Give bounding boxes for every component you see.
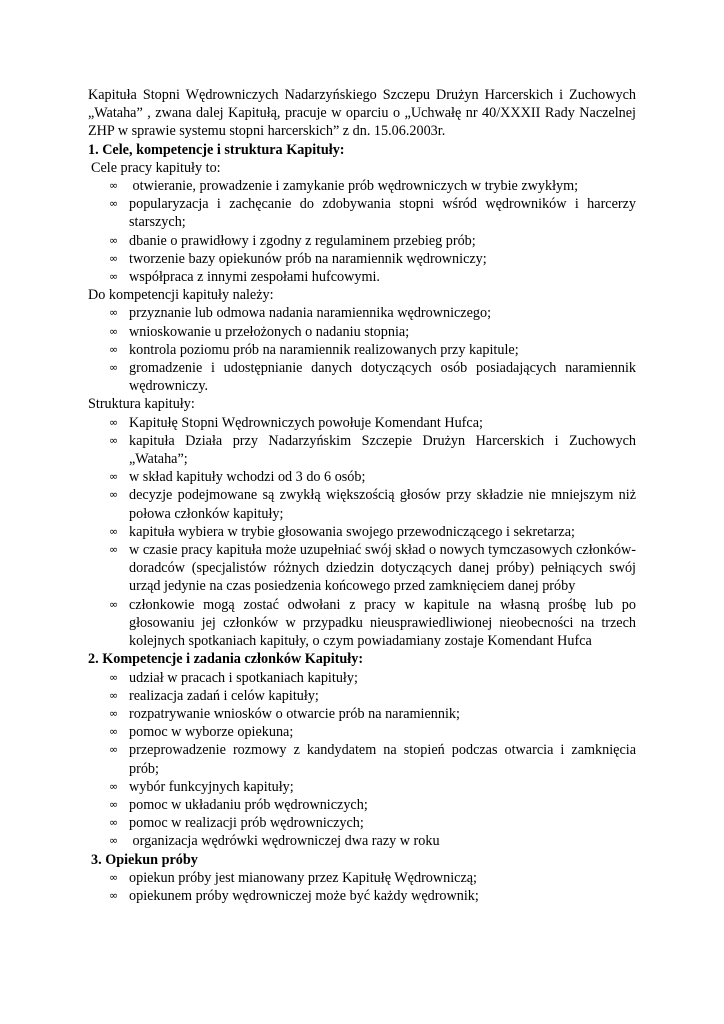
bullet-icon: ∞ (109, 816, 119, 830)
intro-paragraph: Kapituła Stopni Wędrowniczych Nadarzyńskiego Szczepu Drużyn Harcerskich i Zuchowych „Wataha” , zwana dalej Kapitułą, pracuje w oparciu o „Uchwałę nr 40/XXXII Rady Naczelnej ZHP w sprawie systemu stopni harcerskich” z dn. 15.06.2003r. (88, 87, 636, 140)
bullet-icon: ∞ (109, 706, 119, 720)
bullet-icon: ∞ (109, 197, 119, 211)
list-item: ∞ realizacja zadań i celów kapituły; (109, 687, 319, 704)
bullet-icon: ∞ (109, 415, 119, 429)
list-item: ∞ pomoc w realizacji prób wędrowniczych; (109, 815, 364, 832)
structure-list (88, 414, 636, 651)
list-item: ∞ tworzenie bazy opiekunów prób na naramiennik wędrowniczy; (109, 250, 487, 267)
guardian-list (88, 869, 636, 905)
bullet-icon: ∞ (109, 488, 119, 502)
bullet-icon: ∞ (109, 270, 119, 284)
bullet-icon: ∞ (109, 688, 119, 702)
bullet-icon: ∞ (109, 251, 119, 265)
list-item: ∞ opiekunem próby wędrowniczej może być każdy wędrownik; (109, 887, 479, 904)
list-item: ∞ wnioskowanie u przełożonych o nadaniu stopnia; (109, 323, 410, 340)
section-2-heading: 2. Kompetencje i zadania członków Kapituły: (88, 651, 364, 668)
bullet-icon: ∞ (109, 834, 119, 848)
list-item: ∞ kapituła wybiera w trybie głosowania swojego przewodniczącego i sekretarza; (109, 523, 575, 540)
list-item: ∞ przeprowadzenie rozmowy z kandydatem na stopień podczas otwarcia i zamknięcia prób; (109, 742, 636, 777)
list-item: ∞ pomoc w wyborze opiekuna; (109, 724, 294, 741)
competences-list (88, 304, 636, 395)
list-item: ∞ dbanie o prawidłowy i zgodny z regulaminem przebieg prób; (109, 232, 476, 249)
bullet-icon: ∞ (109, 670, 119, 684)
list-item: ∞ organizacja wędrówki wędrowniczej dwa razy w roku (109, 833, 440, 850)
goals-list (88, 177, 636, 286)
bullet-icon: ∞ (109, 233, 119, 247)
bullet-icon: ∞ (109, 524, 119, 538)
list-item: ∞ Kapitułę Stopni Wędrowniczych powołuje Komendant Hufca; (109, 414, 483, 431)
competences-lead: Do kompetencji kapituły należy: (88, 287, 274, 304)
list-item: ∞ popularyzacja i zachęcanie do zdobywania stopni wśród wędrowników i harcerzy starszych; (109, 196, 636, 231)
members-tasks-list (88, 669, 636, 851)
bullet-icon: ∞ (109, 470, 119, 484)
bullet-icon: ∞ (109, 543, 119, 557)
list-item: ∞ udział w pracach i spotkaniach kapituły; (109, 669, 358, 686)
list-item: ∞ wybór funkcyjnych kapituły; (109, 778, 294, 795)
document-page (88, 86, 636, 905)
structure-lead: Struktura kapituły: (88, 396, 195, 413)
goals-lead: Cele pracy kapituły to: (91, 159, 221, 176)
list-item: ∞ rozpatrywanie wniosków o otwarcie prób na naramiennik; (109, 705, 460, 722)
bullet-icon: ∞ (109, 433, 119, 447)
list-item: ∞ kapituła Działa przy Nadarzyńskim Szczepie Drużyn Harcerskich i Zuchowych „Wataha”; (109, 432, 636, 468)
bullet-icon: ∞ (109, 324, 119, 338)
list-item: ∞ otwieranie, prowadzenie i zamykanie prób wędrowniczych w trybie zwykłym; (109, 178, 579, 195)
list-item: ∞ decyzje podejmowane są zwykłą większością głosów przy składzie nie mniejszym niż połowa członków kapituły; (109, 487, 636, 522)
section-3-heading: 3. Opiekun próby (91, 851, 198, 868)
list-item: ∞ pomoc w układaniu prób wędrowniczych; (109, 796, 368, 813)
list-item: ∞ kontrola poziomu prób na naramiennik realizowanych przy kapitule; (109, 341, 519, 358)
bullet-icon: ∞ (109, 597, 119, 611)
bullet-icon: ∞ (109, 870, 119, 884)
list-item: ∞ w czasie pracy kapituła może uzupełniać swój skład o nowych tymczasowych członków-doradców (specjalistów różnych dziedzin dotyczących danej próby) pełniących swój urząd jedynie na czas posiedzenia końcowego przed zamknięciem danej próby (109, 542, 636, 595)
bullet-icon: ∞ (109, 779, 119, 793)
list-item: ∞ opiekun próby jest mianowany przez Kapitułę Wędrowniczą; (109, 869, 478, 886)
bullet-icon: ∞ (109, 179, 119, 193)
list-item: ∞ współpraca z innymi zespołami hufcowymi. (109, 269, 380, 286)
list-item: ∞ gromadzenie i udostępnianie danych dotyczących osób posiadających naramiennik wędrowniczy. (109, 360, 636, 395)
list-item: ∞ członkowie mogą zostać odwołani z pracy w kapitule na własną prośbę lub po głosowaniu jej członków w przypadku nieusprawiedliwionej nieobecności na trzech kolejnych spotkaniach kapituły, o czym powiadamiany zostaje Komendant Hufca (109, 596, 636, 650)
bullet-icon: ∞ (109, 361, 119, 375)
bullet-icon: ∞ (109, 797, 119, 811)
bullet-icon: ∞ (109, 306, 119, 320)
bullet-icon: ∞ (109, 743, 119, 757)
bullet-icon: ∞ (109, 725, 119, 739)
bullet-icon: ∞ (109, 342, 119, 356)
list-item: ∞ przyznanie lub odmowa nadania naramiennika wędrowniczego; (109, 305, 492, 322)
list-item: ∞ w skład kapituły wchodzi od 3 do 6 osób; (109, 469, 366, 486)
section-1-heading: 1. Cele, kompetencje i struktura Kapituły: (88, 141, 345, 158)
bullet-icon: ∞ (109, 888, 119, 902)
